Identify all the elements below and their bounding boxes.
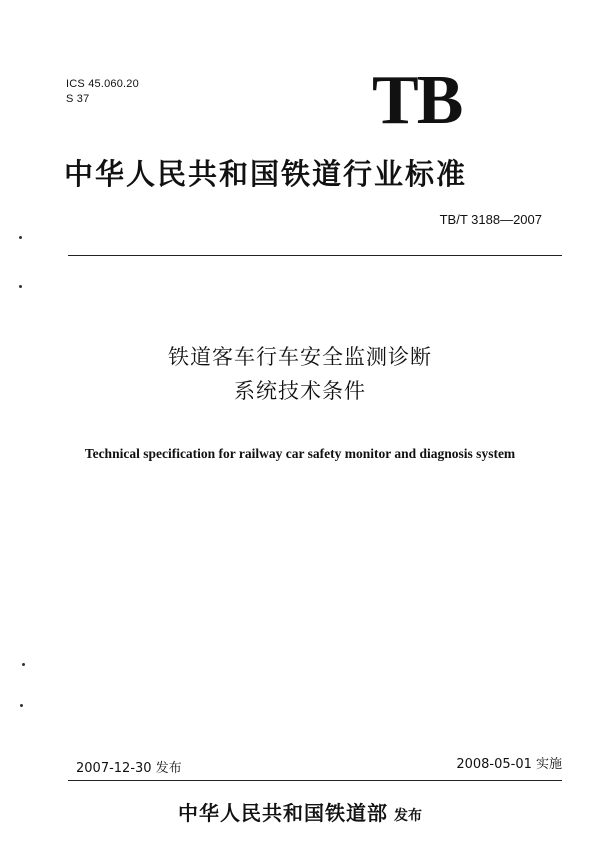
document-title-en: Technical specification for railway car safety monitor and diagnosis system [84,446,516,461]
scan-speck [22,663,25,666]
publisher-name: 中华人民共和国铁道部 [178,801,388,825]
standard-number: TB/T 3188—2007 [439,212,542,227]
scan-speck [20,704,23,707]
implementation-date: 2008-05-01 实施 [456,757,562,772]
top-divider [68,255,562,256]
publisher [0,797,600,826]
scan-speck [19,236,22,239]
publisher-suffix: 发布 [394,808,422,824]
ccs-code: S 37 [66,93,90,105]
title-line-2: 系统技术条件 [234,379,366,403]
standard-category-title: 中华人民共和国铁道行业标准 [64,157,468,191]
classification-codes [66,77,139,107]
document-title-cn [0,340,600,408]
bottom-divider [68,780,562,781]
issue-date: 2007-12-30 发布 [76,761,182,776]
tb-logo: TB [372,62,462,139]
ics-code: ICS 45.060.20 [66,78,139,90]
title-line-1: 铁道客车行车安全监测诊断 [168,345,432,369]
scan-speck [19,285,22,288]
